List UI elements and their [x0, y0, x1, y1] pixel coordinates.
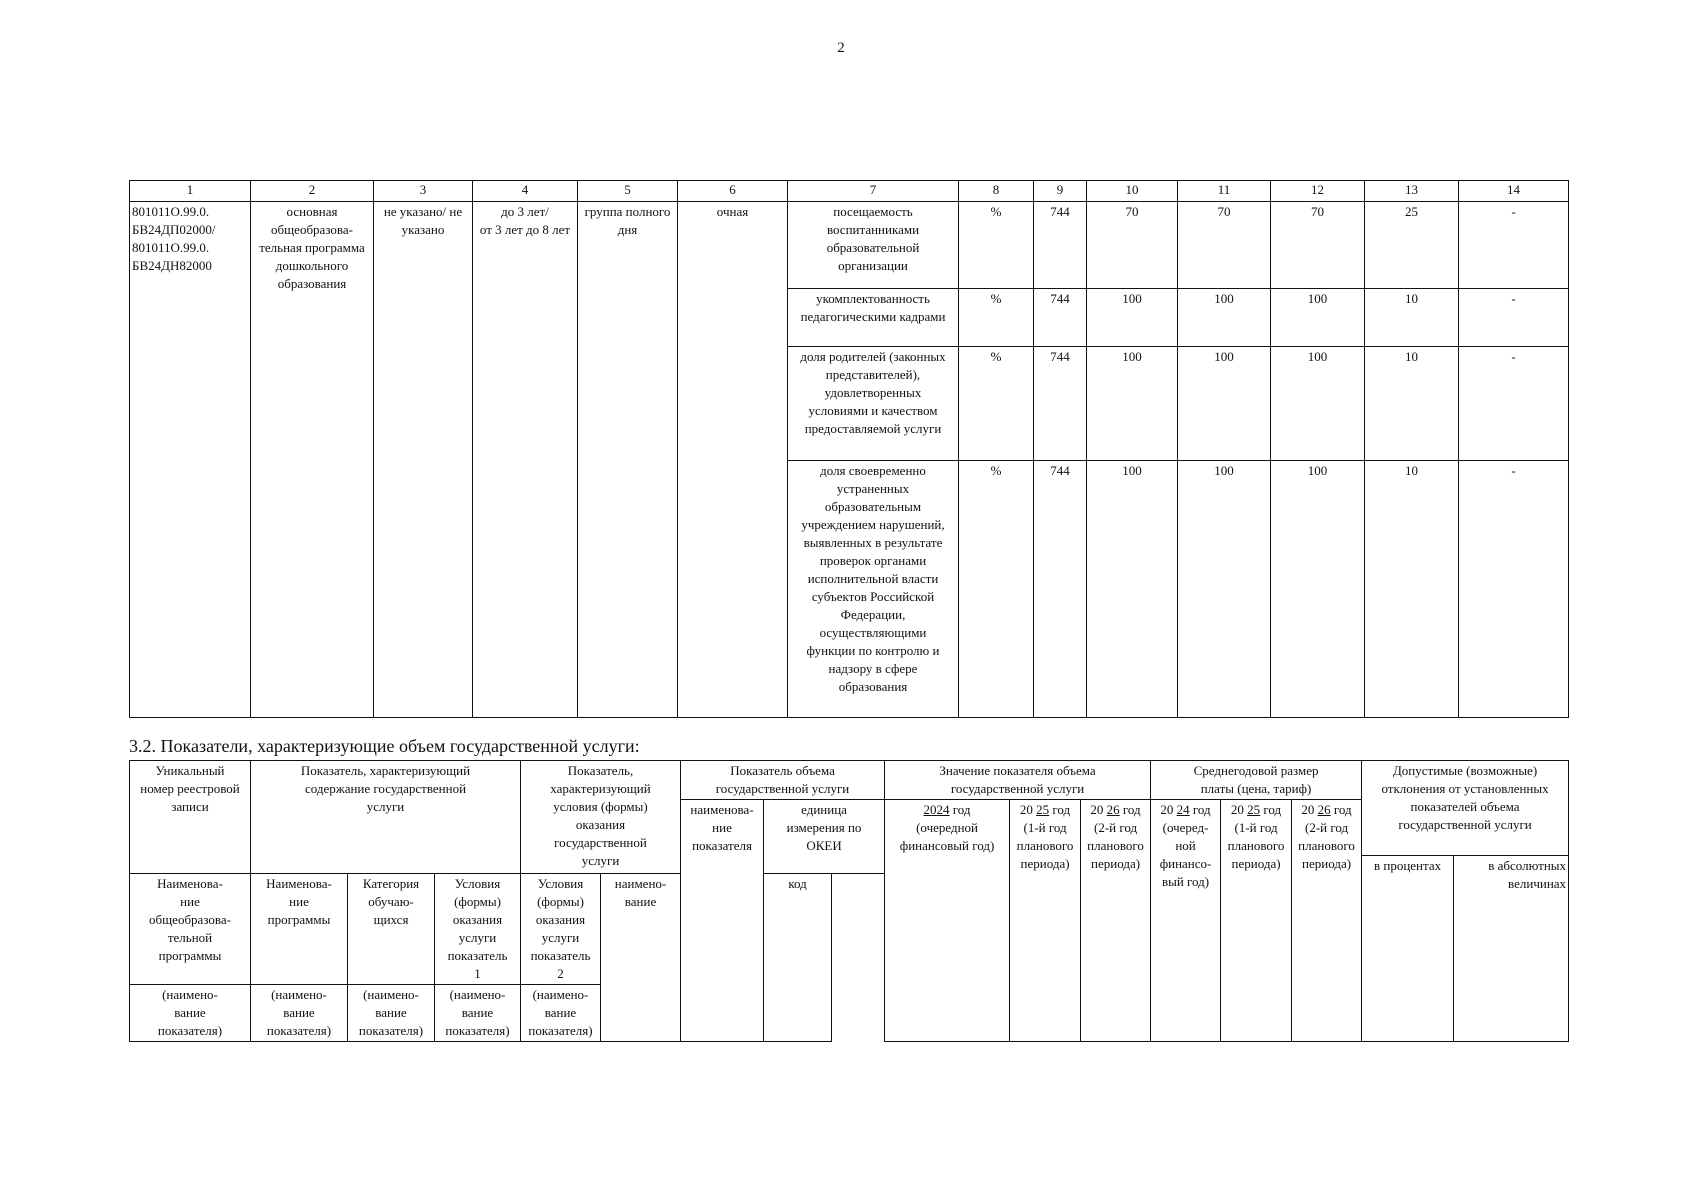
- deviation-percent: 10: [1365, 289, 1459, 347]
- header-registry-number: Уникальный номер реестровой записи: [130, 761, 251, 874]
- year-suffix: год: [1049, 802, 1071, 817]
- sub-label: (наимено- вание показателя): [130, 985, 251, 1042]
- header-volume-value: Значение показателя объема государственной услуги: [885, 761, 1151, 800]
- col-num: 10: [1087, 181, 1178, 202]
- header-allowed-deviation: Допустимые (возможные) отклонения от установленных показателей объема государственной услуги: [1362, 761, 1569, 856]
- year-value: 25: [1247, 802, 1261, 817]
- col-num: 2: [251, 181, 374, 202]
- year-prefix: 20: [1230, 802, 1244, 817]
- value-year-2: 100: [1178, 347, 1271, 461]
- value-year-2: 100: [1178, 461, 1271, 718]
- indicator-name: посещаемость воспитанниками образовательной организации: [788, 202, 959, 289]
- header-condition-1: Условия (формы) оказания услуги показатель 1: [435, 874, 521, 985]
- sub-label: (наимено- вание показателя): [251, 985, 348, 1042]
- header-volume-indicator: Показатель объема государственной услуги: [681, 761, 885, 800]
- year-prefix: 20: [1090, 802, 1104, 817]
- col-num: 11: [1178, 181, 1271, 202]
- value-year-2: 70: [1178, 202, 1271, 289]
- year-prefix: 20: [1160, 802, 1174, 817]
- indicator-unit: %: [959, 202, 1034, 289]
- quality-indicators-table: [129, 180, 1569, 718]
- okei-code: 744: [1034, 202, 1087, 289]
- year-value: 24: [936, 802, 950, 817]
- header-okei-name: наимено- вание: [601, 874, 681, 1042]
- year-description: (2-й год планового периода): [1087, 820, 1144, 871]
- deviation-percent: 10: [1365, 347, 1459, 461]
- col-num: 8: [959, 181, 1034, 202]
- header-conditions-indicator: Показатель, характеризующий условия (формы) оказания государственной услуги: [521, 761, 681, 874]
- col-num: 5: [578, 181, 678, 202]
- year-description: (2-й год планового периода): [1298, 820, 1355, 871]
- year-description: (1-й год планового периода): [1227, 820, 1285, 871]
- header-year-1-value: [885, 800, 1010, 1042]
- col-num: 4: [473, 181, 578, 202]
- value-year-1: 100: [1087, 347, 1178, 461]
- col-num: 6: [678, 181, 788, 202]
- indicator-name: доля родителей (законных представителей), удовлетворенных условиями и качеством предоставляемой услуги: [788, 347, 959, 461]
- page-number: 2: [837, 40, 845, 56]
- indicator-unit: %: [959, 461, 1034, 718]
- okei-code: 744: [1034, 289, 1087, 347]
- value-year-1: 100: [1087, 289, 1178, 347]
- header-average-fee: Среднегодовой размер платы (цена, тариф): [1151, 761, 1362, 800]
- year-value: 25: [1036, 802, 1050, 817]
- sub-label: (наимено- вание показателя): [521, 985, 601, 1042]
- okei-code: 744: [1034, 347, 1087, 461]
- volume-indicators-table: [129, 760, 1569, 1042]
- deviation-percent: 10: [1365, 461, 1459, 718]
- year-suffix: год: [1330, 802, 1352, 817]
- year-prefix: 20: [923, 802, 937, 817]
- col-num: 9: [1034, 181, 1087, 202]
- col-num: 13: [1365, 181, 1459, 202]
- year-suffix: год: [1119, 802, 1141, 817]
- header-year-3-fee: [1292, 800, 1362, 1042]
- col-num: 1: [130, 181, 251, 202]
- col-num: 12: [1271, 181, 1365, 202]
- year-suffix: год: [1260, 802, 1282, 817]
- header-program-type: Наименова- ние общеобразова- тельной программы: [130, 874, 251, 985]
- value-year-3: 100: [1271, 347, 1365, 461]
- education-form: очная: [678, 202, 788, 718]
- deviation-absolute: -: [1459, 461, 1569, 718]
- year-description: (1-й год планового периода): [1016, 820, 1074, 871]
- section-title: 3.2. Показатели, характеризующие объем государственной услуги:: [129, 736, 640, 756]
- col-num: 14: [1459, 181, 1569, 202]
- header-deviation-absolute: в абсолютных величинах: [1454, 856, 1569, 1042]
- year-suffix: год: [1189, 802, 1211, 817]
- header-okei-unit: единица измерения по ОКЕИ: [764, 800, 885, 874]
- year-suffix: год: [949, 802, 971, 817]
- deviation-absolute: -: [1459, 202, 1569, 289]
- header-year-3-value: [1081, 800, 1151, 1042]
- column-number-row: [130, 181, 1569, 202]
- deviation-percent: 25: [1365, 202, 1459, 289]
- value-year-1: 100: [1087, 461, 1178, 718]
- okei-code: 744: [1034, 461, 1087, 718]
- deviation-absolute: -: [1459, 289, 1569, 347]
- header-condition-2: Условия (формы) оказания услуги показатель 2: [521, 874, 601, 985]
- indicator-name: укомплектованность педагогическими кадрами: [788, 289, 959, 347]
- year-value: 26: [1106, 802, 1120, 817]
- value-year-3: 70: [1271, 202, 1365, 289]
- header-year-2-value: [1010, 800, 1081, 1042]
- header-year-1-fee: [1151, 800, 1221, 1042]
- group-type: группа полного дня: [578, 202, 678, 718]
- header-indicator-name: наименова- ние показателя: [681, 800, 764, 1042]
- header-year-2-fee: [1221, 800, 1292, 1042]
- value-year-2: 100: [1178, 289, 1271, 347]
- table-row: [130, 202, 1569, 289]
- header-student-category: Категория обучаю- щихся: [348, 874, 435, 985]
- value-year-3: 100: [1271, 289, 1365, 347]
- indicator-unit: %: [959, 347, 1034, 461]
- header-content-indicator: Показатель, характеризующий содержание государственной услуги: [251, 761, 521, 874]
- indicator-name: доля своевременно устраненных образовательным учреждением нарушений, выявленных в результате проверок органами исполнительной власти субъектов Российской Федерации, осуществляющими функции по контролю и надзору в сфере образования: [788, 461, 959, 718]
- header-program-name: Наименова- ние программы: [251, 874, 348, 985]
- deviation-absolute: -: [1459, 347, 1569, 461]
- value-year-3: 100: [1271, 461, 1365, 718]
- col-num: 7: [788, 181, 959, 202]
- year-prefix: 20: [1301, 802, 1315, 817]
- year-value: 24: [1176, 802, 1190, 817]
- sub-label: (наимено- вание показателя): [348, 985, 435, 1042]
- program-name: основная общеобразова- тельная программа дошкольного образования: [251, 202, 374, 718]
- year-prefix: 20: [1019, 802, 1033, 817]
- header-okei-code: код: [764, 874, 832, 1042]
- header-deviation-percent: в процентах: [1362, 856, 1454, 1042]
- col-num: 3: [374, 181, 473, 202]
- year-description: (очеред- ной финансо- вый год): [1159, 820, 1212, 889]
- value-year-1: 70: [1087, 202, 1178, 289]
- age-category: до 3 лет/ от 3 лет до 8 лет: [473, 202, 578, 718]
- program-indicator: не указано/ не указано: [374, 202, 473, 718]
- registry-number: 801011О.99.0. БВ24ДП02000/ 801011О.99.0. БВ24ДН82000: [130, 202, 251, 718]
- indicator-unit: %: [959, 289, 1034, 347]
- sub-label: (наимено- вание показателя): [435, 985, 521, 1042]
- year-value: 26: [1317, 802, 1331, 817]
- year-description: (очередной финансовый год): [899, 820, 995, 853]
